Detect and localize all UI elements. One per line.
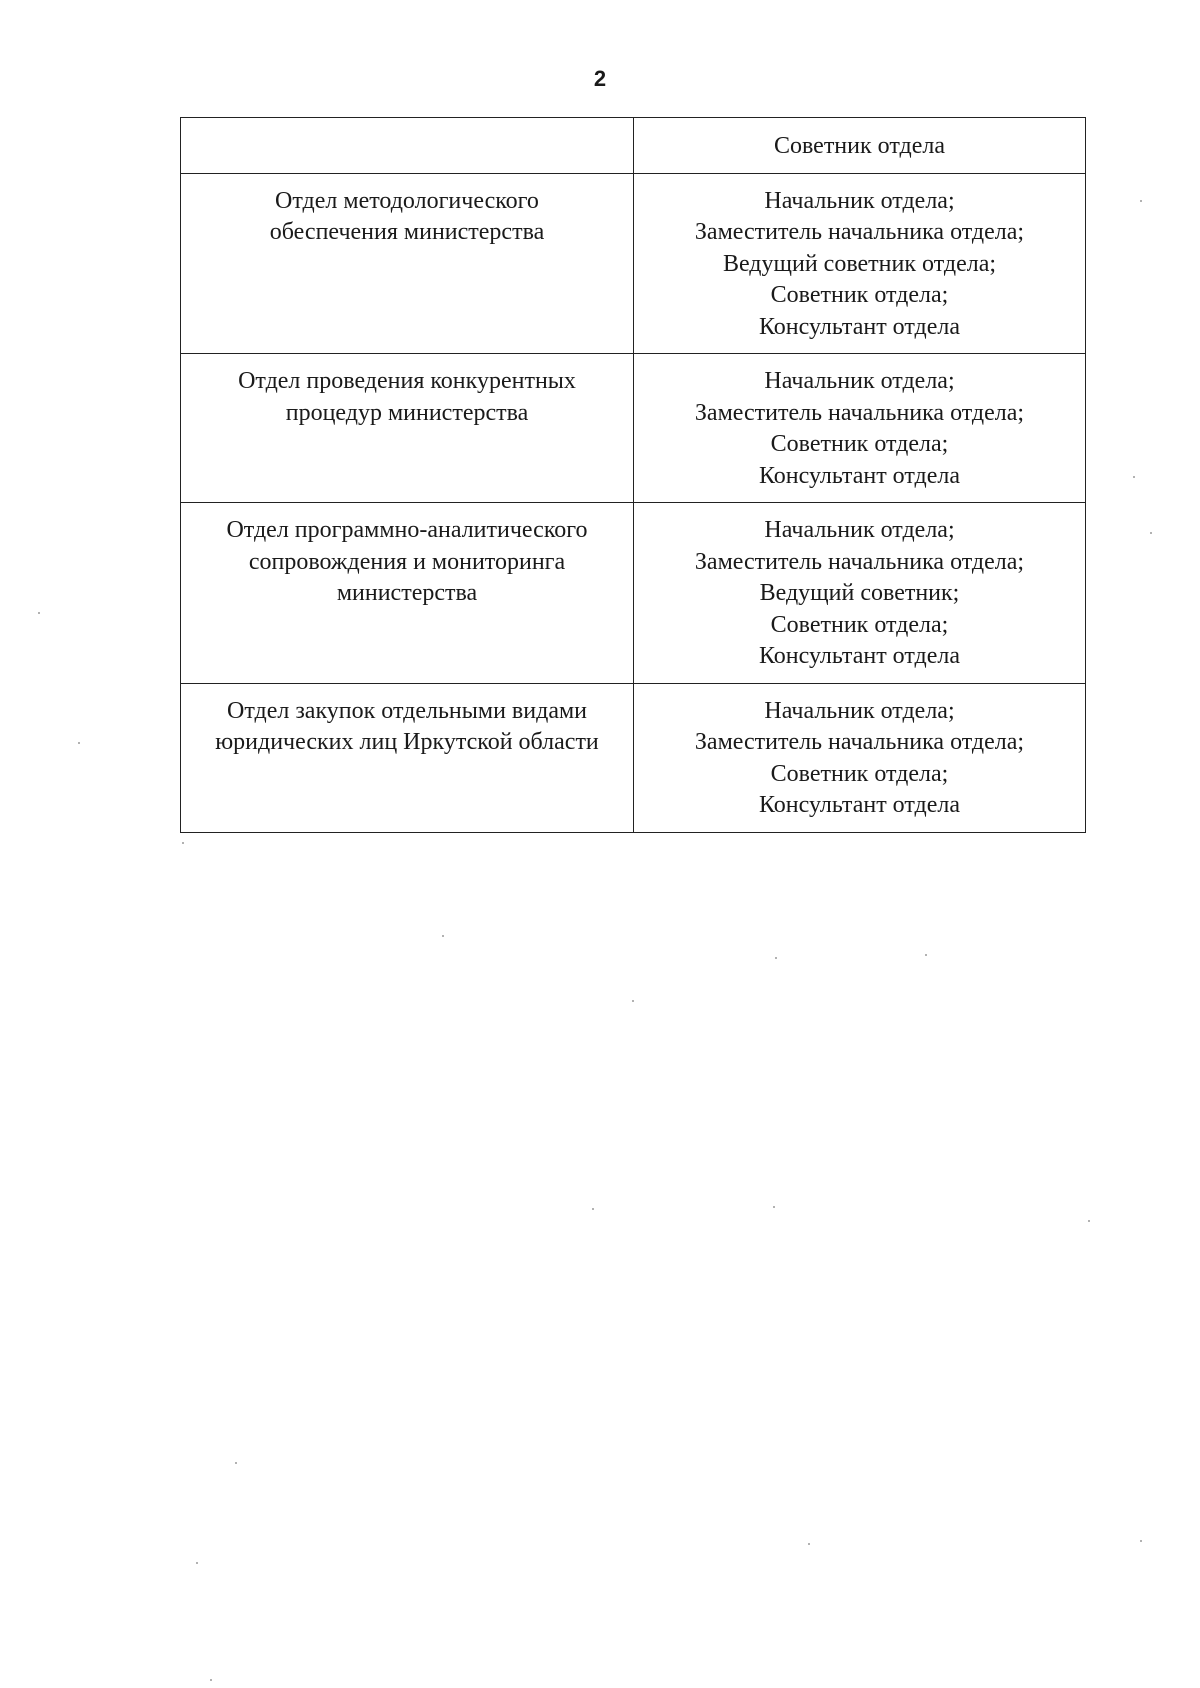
department-cell: [181, 354, 634, 503]
position-line: Заместитель начальника отдела;: [694, 729, 1025, 755]
position-line: Заместитель начальника отдела;: [694, 219, 1025, 245]
department-line: Отдел программно-аналитического: [226, 517, 588, 543]
position-line: Советник отдела: [773, 133, 946, 159]
department-cell: [181, 173, 634, 354]
department-cell: [181, 118, 634, 174]
department-line: министерства: [336, 580, 478, 606]
department-line: процедур министерства: [285, 399, 529, 426]
scan-speck: [442, 935, 444, 937]
position-line: Советник отдела;: [770, 431, 949, 457]
scan-speck: [592, 1208, 594, 1210]
table-row: [181, 683, 1086, 832]
page-number: 2: [593, 66, 607, 91]
department-cell: [181, 683, 634, 832]
table-row: [181, 354, 1086, 503]
positions-cell: [634, 354, 1086, 503]
table-row: [181, 503, 1086, 684]
scan-speck: [1088, 1220, 1090, 1222]
position-line: Ведущий советник;: [759, 580, 960, 606]
position-line: Консультант отдела: [758, 462, 961, 489]
position-line: Консультант отдела: [758, 792, 961, 818]
scan-speck: [210, 1679, 212, 1681]
positions-table: [180, 117, 1086, 833]
positions-cell: [634, 118, 1086, 174]
department-line: Отдел проведения конкурентных: [238, 368, 576, 394]
position-line: Начальник отдела;: [764, 517, 955, 543]
scan-speck: [1140, 200, 1142, 202]
table-row: [181, 118, 1086, 174]
department-line: Отдел закупок отдельными видами: [226, 697, 587, 724]
department-line: обеспечения министерства: [269, 219, 545, 245]
scan-speck: [1150, 532, 1152, 534]
position-line: Консультант отдела: [758, 643, 961, 669]
scan-speck: [1140, 1540, 1142, 1542]
position-line: Начальник отдела;: [764, 368, 955, 394]
department-cell: [181, 503, 634, 684]
position-line: Советник отдела;: [770, 760, 949, 787]
positions-cell: [634, 683, 1086, 832]
scan-speck: [1133, 476, 1135, 478]
position-line: Консультант отдела: [758, 313, 961, 340]
department-line: юридических лиц Иркутской области: [215, 729, 599, 755]
department-line: сопровождения и мониторинга: [248, 548, 566, 575]
position-line: Советник отдела;: [770, 282, 949, 308]
scan-speck: [235, 1462, 237, 1464]
scan-speck: [78, 742, 80, 744]
position-line: Начальник отдела;: [764, 697, 955, 724]
position-line: Ведущий советник отдела;: [722, 250, 997, 277]
scan-speck: [196, 1562, 198, 1564]
scan-speck: [773, 1206, 775, 1208]
position-line: Заместитель начальника отдела;: [694, 548, 1025, 575]
scan-speck: [632, 1000, 634, 1002]
scan-speck: [808, 1543, 810, 1545]
scan-speck: [38, 612, 40, 614]
position-line: Советник отдела;: [770, 611, 949, 638]
positions-cell: [634, 503, 1086, 684]
position-line: Заместитель начальника отдела;: [694, 399, 1025, 426]
positions-cell: [634, 173, 1086, 354]
position-line: Начальник отдела;: [764, 187, 955, 214]
department-line: Отдел методологического: [275, 187, 539, 214]
scan-speck: [182, 842, 184, 844]
scan-speck: [925, 954, 927, 956]
scan-speck: [775, 957, 777, 959]
table-row: [181, 173, 1086, 354]
